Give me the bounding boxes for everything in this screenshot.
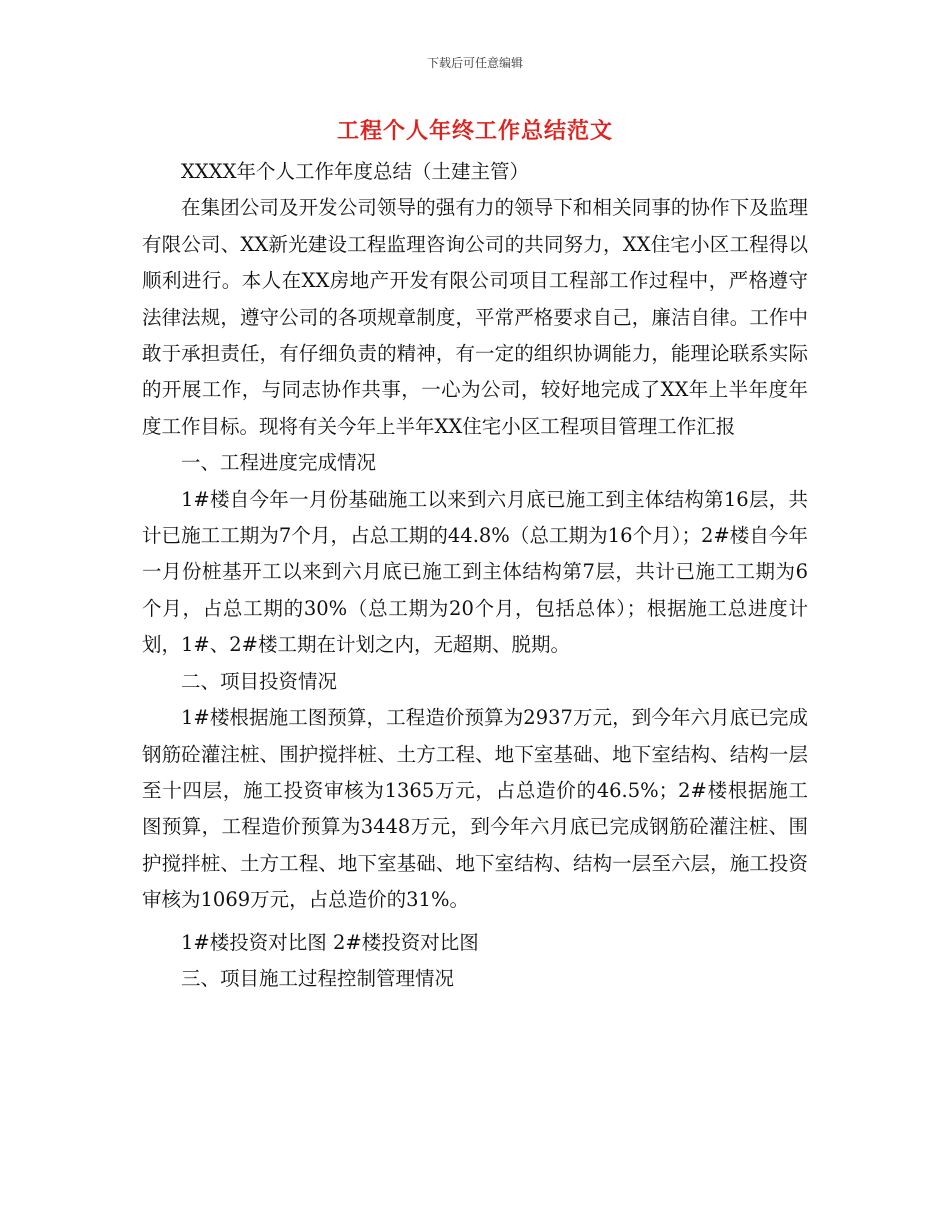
investment-paragraph: 1#楼根据施工图预算，工程造价预算为2937万元，到今年六月底已完成钢筋砼灌注桩、围护搅拌桩、土方工程、地下室基础、地下室结构、结构一层至十四层，施工投资审核为1365万元，占总造价的46.5%；2#楼根据施工图预算，工程造价预算为3448万元，到今年六月底已完成钢筋砼灌注桩、围护搅拌桩、土方工程、地下室基础、地下室结构、结构一层至六层，施工投资审核为1069万元，占总造价的31%。 <box>142 706 808 912</box>
document-title: 工程个人年终工作总结范文 <box>336 119 613 144</box>
section-heading-progress: 一、工程进度完成情况 <box>181 451 377 475</box>
report-subtitle: XXXX年个人工作年度总结（土建主管） <box>181 160 530 183</box>
document-body <box>142 154 808 997</box>
section-heading-process-control: 三、项目施工过程控制管理情况 <box>181 966 455 990</box>
header-note: 下载后可任意编辑 <box>426 56 523 70</box>
progress-paragraph: 1#楼自今年一月份基础施工以来到六月底已施工到主体结构第16层，共计已施工工期为7个月，占总工期的44.8%（总工期为16个月）；2#楼自今年一月份桩基开工以来到六月底已施工到主体结构第7层，共计已施工工期为6个月，占总工期的30%（总工期为20个月，包括总体）；根据施工总进度计划，1#、2#楼工期在计划之内，无超期、脱期。 <box>142 487 808 657</box>
investment-chart-captions: 1#楼投资对比图 2#楼投资对比图 <box>181 930 479 954</box>
section-heading-investment: 二、项目投资情况 <box>181 669 338 693</box>
intro-paragraph: 在集团公司及开发公司领导的强有力的领导下和相关同事的协作下及监理有限公司、XX新光建设工程监理咨询公司的共同努力，XX住宅小区工程得以顺利进行。本人在XX房地产开发有限公司项目工程部工作过程中，严格遵守法律法规，遵守公司的各项规章制度，平常严格要求自己，廉洁自律。工作中敢于承担责任，有仔细负责的精神，有一定的组织协调能力，能理论联系实际的开展工作，与同志协作共事，一心为公司，较好地完成了XX年上半年度年度工作目标。现将有关今年上半年XX住宅小区工程项目管理工作汇报 <box>142 196 808 438</box>
